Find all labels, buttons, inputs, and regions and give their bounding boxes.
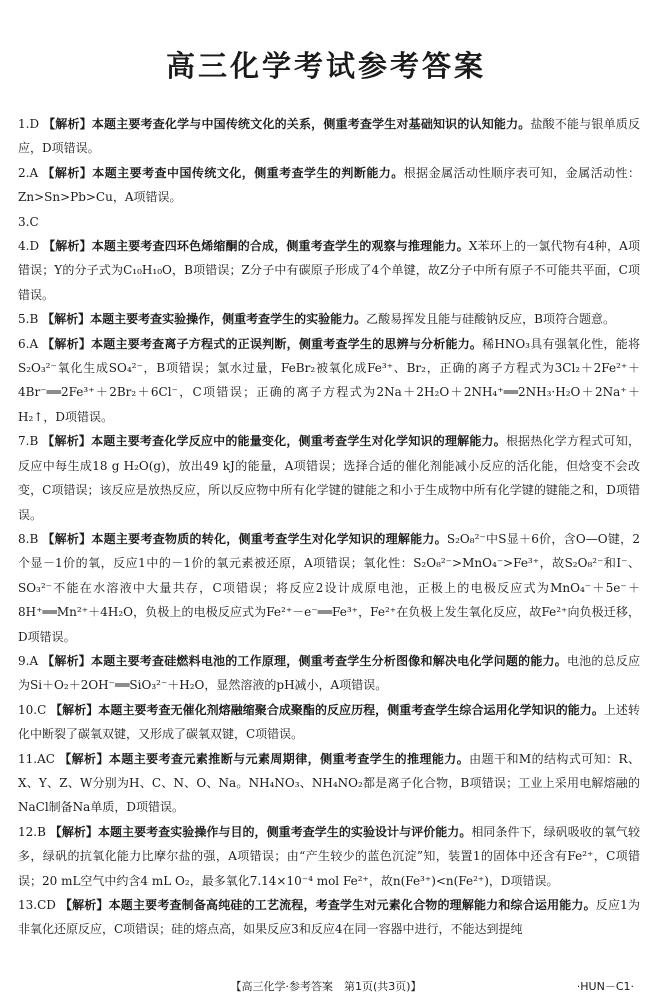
answer-number: 11.AC: [18, 751, 55, 766]
analysis-tag: 【解析】: [42, 312, 91, 327]
analysis-text: 上述转化中断裂了碳氧双键，又形成了碳氧双键，C项错误。: [18, 702, 640, 742]
page-title: 高三化学考试参考答案: [165, 49, 486, 83]
answer-item: [18, 527, 640, 649]
analysis-focus: 本题主要考查实验操作，侧重考查学生的实验能力。: [90, 312, 367, 327]
analysis-focus: 本题主要考查化学与中国传统文化的关系，侧重考查学生对基础知识的认知能力。: [91, 117, 531, 131]
footer-page-info: 【高三化学·参考答案 第1页(共3页)】: [230, 980, 422, 993]
analysis-tag: 【解析】: [49, 824, 98, 839]
answer-item: [18, 429, 640, 527]
answer-number: 8.B: [18, 531, 39, 546]
answer-number: 13.CD: [18, 898, 56, 912]
analysis-tag: 【解析】: [59, 751, 109, 766]
analysis-text: 盐酸不能与银单质反应，D项错误。: [18, 117, 640, 156]
analysis-focus: 本题主要考查中国传统文化，侧重考查学生的判断能力。: [92, 165, 404, 180]
analysis-text: 反应1为非氧化还原反应，C项错误；硅的熔点高，如果反应3和反应4在同一容器中进行，不能达到提纯: [18, 898, 640, 937]
answer-number: 4.D: [18, 239, 40, 254]
analysis-focus: 本题主要考查物质的转化，侧重考查学生对化学知识的理解能力。: [91, 531, 447, 546]
analysis-text: 稀HNO₃具有强氧化性，能将S₂O₃²⁻氧化生成SO₄²⁻，B项错误；氯水过量，FeBr₂被氧化成Fe³⁺、Br₂，正确的离子方程式为3Cl₂＋2Fe²⁺＋4Br⁻══2Fe³⁺＋2Br₂＋6Cl⁻，C项错误；正确的离子方程式为2Na＋2H₂O＋2NH₄⁺══2NH₃·H₂O＋2Na⁺＋H₂↑，D项错误。: [18, 336, 640, 424]
analysis-tag: 【解析】: [43, 239, 92, 254]
answer-number: 10.C: [18, 702, 47, 717]
answer-item: [18, 649, 640, 698]
answer-item: [18, 161, 640, 210]
analysis-focus: 本题主要考查化学反应中的能量变化，侧重考查学生对化学知识的理解能力。: [91, 434, 506, 449]
answer-number: 5.B: [18, 312, 39, 327]
answer-list: [18, 112, 640, 942]
analysis-tag: 【解析】: [42, 531, 92, 546]
answer-item: [18, 698, 640, 747]
answer-item: [18, 307, 640, 331]
analysis-focus: 本题主要考查元素推断与元素周期律，侧重考查学生的推理能力。: [108, 751, 470, 766]
analysis-tag: 【解析】: [42, 434, 92, 449]
analysis-tag: 【解析】: [42, 653, 91, 668]
analysis-text: 相同条件下，绿矾吸收的氧气较多，绿矾的抗氧化能力比摩尔盐的强，A项错误；由“产生较少的蓝色沉淀”知，装置1的固体中还含有Fe²⁺，C项错误；20 mL空气中约含4 mL O₂，最多氧化7.14×10⁻⁴ mol Fe²⁺，故n(Fe³⁺)<n(Fe²⁺)，D项错误。: [18, 824, 640, 888]
answer-item: [18, 234, 640, 307]
answer-number: 6.A: [18, 336, 39, 351]
answer-item: [18, 210, 640, 234]
analysis-text: 电池的总反应为Si＋O₂＋2OH⁻══SiO₃²⁻＋H₂O，显然溶液的pH减小，A项错误。: [18, 653, 640, 693]
answer-item: [18, 332, 640, 430]
answer-number: 3.C: [18, 214, 39, 229]
analysis-tag: 【解析】: [43, 117, 92, 131]
answer-item: [18, 112, 640, 161]
answer-item: [18, 893, 640, 942]
analysis-tag: 【解析】: [59, 898, 109, 912]
analysis-focus: 本题主要考查无催化剂熔融缩聚合成聚酯的反应历程，侧重考查学生综合运用化学知识的能力。: [98, 702, 604, 717]
analysis-focus: 本题主要考查制备高纯硅的工艺流程，考查学生对元素化合物的理解能力和综合运用能力。: [108, 898, 596, 912]
analysis-text: X苯环上的一氯代物有4种，A项错误；Y的分子式为C₁₀H₁₀O，B项错误；Z分子中有碳原子形成了4个单键，故Z分子中所有原子不可能共平面，C项错误。: [18, 239, 640, 302]
answer-item: [18, 747, 640, 820]
analysis-tag: 【解析】: [42, 165, 93, 180]
answer-number: 2.A: [18, 165, 39, 180]
analysis-tag: 【解析】: [50, 702, 99, 717]
analysis-text: 根据金属活动性顺序表可知，金属活动性：Zn>Sn>Pb>Cu，A项错误。: [18, 165, 640, 205]
analysis-focus: 本题主要考查实验操作与目的，侧重考查学生的实验设计与评价能力。: [97, 824, 472, 839]
answer-number: 1.D: [18, 117, 40, 131]
analysis-text: S₂O₈²⁻中S显＋6价，含O—O键，2个显－1价的氧，反应1中的－1价的氧元素被还原，A项错误；氧化性：S₂O₈²⁻>MnO₄⁻>Fe³⁺，故S₂O₈²⁻和I⁻、SO₃²⁻不能在水溶液中大量共存，C项错误；将反应2设计成原电池，正极上的电极反应式为MnO₄⁻＋5e⁻＋8H⁺══Mn²⁺＋4H₂O，负极上的电极反应式为Fe²⁺－e⁻══Fe³⁺，Fe²⁺在负极上发生氧化反应，故Fe²⁺向负极迁移，D项错误。: [18, 531, 640, 644]
answer-number: 7.B: [18, 434, 39, 449]
footer-code: ·HUN－C1·: [576, 980, 634, 993]
analysis-text: 由题干和M的结构式可知：R、X、Y、Z、W分别为H、C、N、O、Na。NH₄NO₃、NH₄NO₂都是离子化合物，B项错误；工业上采用电解熔融的NaCl制备Na单质，D项错误。: [18, 751, 640, 815]
analysis-focus: 本题主要考查硅燃料电池的工作原理，侧重考查学生分析图像和解决电化学问题的能力。: [90, 653, 567, 668]
analysis-tag: 【解析】: [42, 336, 92, 351]
answer-number: 9.A: [18, 653, 39, 668]
page-footer: [0, 978, 652, 998]
answer-number: 12.B: [18, 824, 46, 839]
analysis-text: 乙酸易挥发且能与硅酸钠反应，B项符合题意。: [366, 312, 615, 327]
analysis-focus: 本题主要考查离子方程式的正误判断，侧重考查学生的思辨与分析能力。: [91, 336, 483, 351]
analysis-focus: 本题主要考查四环色烯缩酮的合成，侧重考查学生的观察与推理能力。: [91, 239, 469, 254]
answer-item: [18, 820, 640, 893]
analysis-text: 根据热化学方程式可知，反应中每生成18 g H₂O(g)，放出49 kJ的能量，A项错误；选择合适的催化剂能减小反应的活化能，但焓变不会改变，C项错误；该反应是放热反应，所以反应物中所有化学键的键能之和小于生成物中所有化学键的键能之和，D项错误。: [18, 434, 640, 522]
